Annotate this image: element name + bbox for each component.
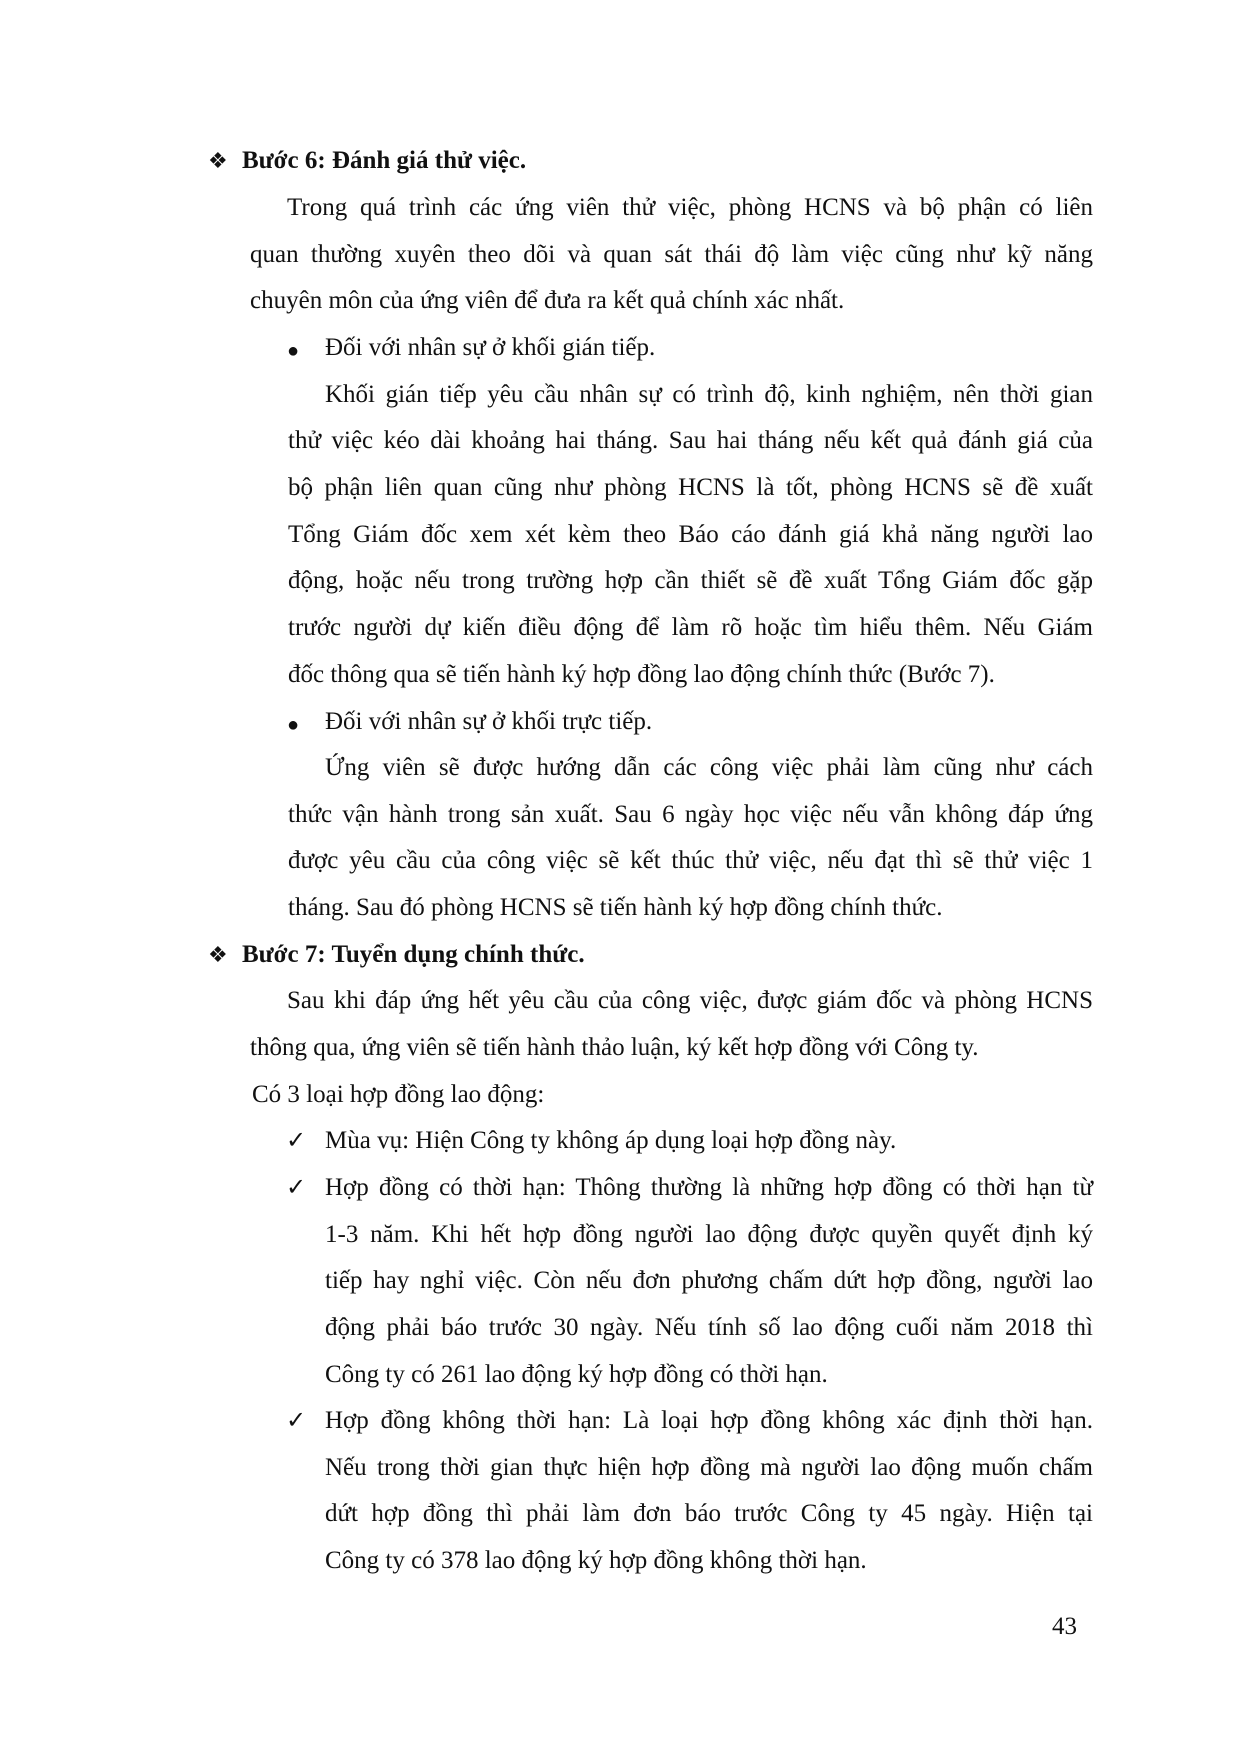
paragraph-line: động, hoặc nếu trong trường hợp cần thiết sẽ đề xuất Tổng Giám đốc gặp (288, 567, 1093, 594)
contract-line: Hợp đồng không thời hạn: Là loại hợp đồng không xác định thời hạn. (325, 1407, 1093, 1434)
check-mark-icon: ✓ (286, 1408, 307, 1434)
paragraph-line: Sau khi đáp ứng hết yêu cầu của công việc, được giám đốc và phòng HCNS (287, 987, 1093, 1014)
filled-circle-icon: ● (287, 714, 300, 736)
section-heading-text: Bước 7: Tuyển dụng chính thức. (242, 941, 585, 968)
paragraph-line: quan thường xuyên theo dõi và quan sát thái độ làm việc cũng như kỹ năng (250, 241, 1093, 268)
filled-circle-icon: ● (287, 340, 300, 362)
bullet-title: Đối với nhân sự ở khối trực tiếp. (325, 708, 653, 735)
paragraph-line: thông qua, ứng viên sẽ tiến hành thảo luận, ký kết hợp đồng với Công ty. (250, 1034, 979, 1061)
contract-line: dứt hợp đồng thì phải làm đơn báo trước Công ty 45 ngày. Hiện tại (325, 1500, 1093, 1527)
section-heading-step-7 (208, 940, 585, 970)
contract-types-intro: Có 3 loại hợp đồng lao động: (252, 1081, 545, 1108)
page-number: 43 (1052, 1613, 1077, 1640)
check-mark-icon: ✓ (286, 1128, 307, 1154)
paragraph-line: được yêu cầu của công việc sẽ kết thúc thử việc, nếu đạt thì sẽ thử việc 1 (288, 847, 1093, 874)
paragraph-line: thử việc kéo dài khoảng hai tháng. Sau hai tháng nếu kết quả đánh giá của (288, 427, 1093, 454)
contract-line: Công ty có 261 lao động ký hợp đồng có thời hạn. (325, 1361, 828, 1388)
check-mark-icon: ✓ (286, 1175, 307, 1201)
paragraph-line: Khối gián tiếp yêu cầu nhân sự có trình độ, kinh nghiệm, nên thời gian (325, 381, 1093, 408)
paragraph-line: trước người dự kiến điều động để làm rõ hoặc tìm hiểu thêm. Nếu Giám (288, 614, 1093, 641)
contract-line: động phải báo trước 30 ngày. Nếu tính số lao động cuối năm 2018 thì (325, 1314, 1093, 1341)
section-heading-text: Bước 6: Đánh giá thử việc. (242, 147, 527, 174)
paragraph-line: thức vận hành trong sản xuất. Sau 6 ngày học việc nếu vẫn không đáp ứng (288, 801, 1093, 828)
contract-line: tiếp hay nghỉ việc. Còn nếu đơn phương chấm dứt hợp đồng, người lao (325, 1267, 1093, 1294)
paragraph-line: Ứng viên sẽ được hướng dẫn các công việc phải làm cũng như cách (325, 754, 1093, 781)
paragraph-line: Tổng Giám đốc xem xét kèm theo Báo cáo đánh giá khả năng người lao (288, 521, 1093, 548)
contract-line: Mùa vụ: Hiện Công ty không áp dụng loại hợp đồng này. (325, 1127, 897, 1154)
diamond-cross-icon: ❖ (208, 942, 228, 967)
paragraph-line: đốc thông qua sẽ tiến hành ký hợp đồng lao động chính thức (Bước 7). (288, 661, 995, 688)
paragraph-line: Trong quá trình các ứng viên thử việc, phòng HCNS và bộ phận có liên (287, 194, 1093, 221)
contract-line: Hợp đồng có thời hạn: Thông thường là những hợp đồng có thời hạn từ (325, 1174, 1093, 1201)
paragraph-line: tháng. Sau đó phòng HCNS sẽ tiến hành ký hợp đồng chính thức. (288, 894, 943, 921)
diamond-cross-icon: ❖ (208, 148, 228, 173)
bullet-title: Đối với nhân sự ở khối gián tiếp. (325, 334, 656, 361)
paragraph-line: bộ phận liên quan cũng như phòng HCNS là tốt, phòng HCNS sẽ đề xuất (288, 474, 1093, 501)
contract-line: Nếu trong thời gian thực hiện hợp đồng mà người lao động muốn chấm (325, 1454, 1093, 1481)
contract-line: 1-3 năm. Khi hết hợp đồng người lao động được quyền quyết định ký (325, 1221, 1093, 1248)
contract-line: Công ty có 378 lao động ký hợp đồng không thời hạn. (325, 1547, 867, 1574)
paragraph-line: chuyên môn của ứng viên để đưa ra kết quả chính xác nhất. (250, 287, 845, 314)
section-heading-step-6 (208, 146, 526, 176)
